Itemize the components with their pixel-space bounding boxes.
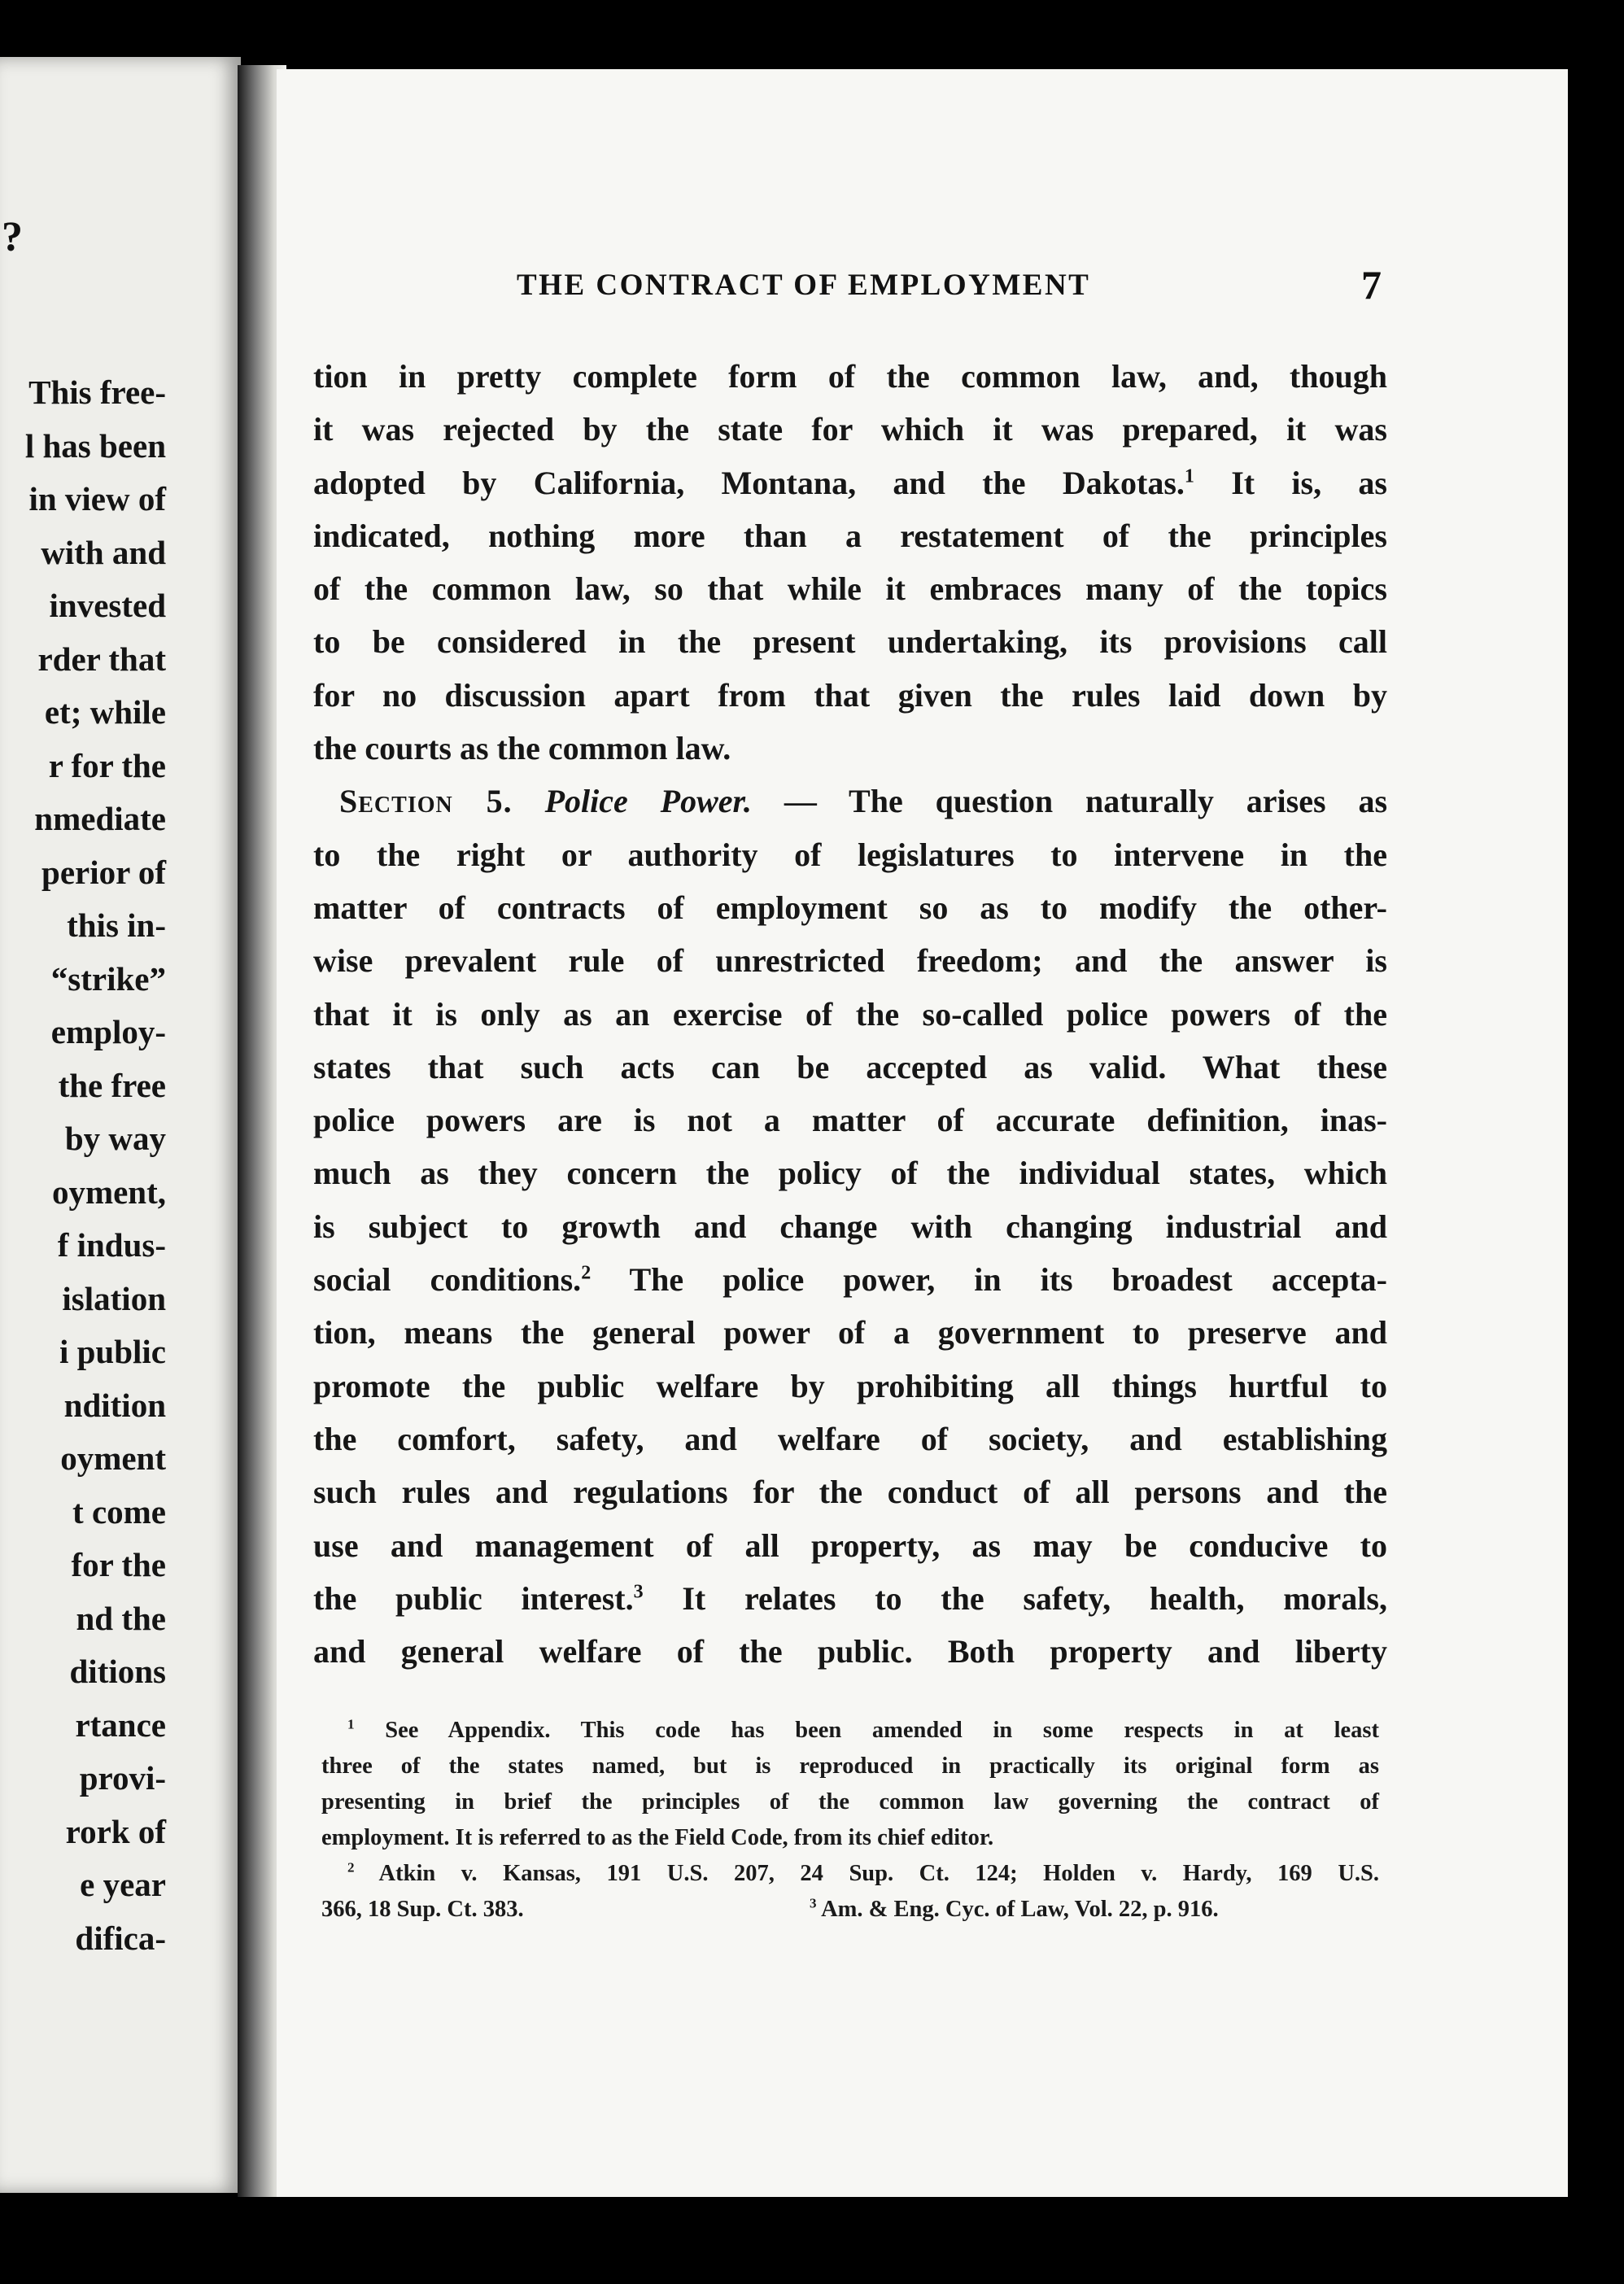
text-line: of the common law, so that while it embraces many of the topics	[313, 570, 1387, 608]
text-line: tion, means the general power of a government to preserve and	[313, 1314, 1387, 1352]
left-line: “strike”	[50, 959, 166, 998]
left-line: oyment	[60, 1439, 166, 1477]
text-line: that it is only as an exercise of the so-called police powers of the	[313, 995, 1387, 1033]
running-head	[277, 262, 1568, 317]
left-line: provi-	[79, 1759, 166, 1797]
text-line: tion in pretty complete form of the common law, and, though	[313, 358, 1387, 395]
footnote-ref: 3	[633, 1581, 644, 1603]
left-line: t come	[72, 1492, 166, 1531]
footnote-number: 1	[347, 1716, 355, 1732]
left-line: difica-	[75, 1919, 166, 1957]
left-line: with and	[41, 533, 166, 571]
text-line: matter of contracts of employment so as to modify the other-	[313, 889, 1387, 926]
footnote-ref: 2	[581, 1262, 592, 1284]
text-span: See Appendix. This code has been amended in some respects in at least	[354, 1718, 1379, 1743]
text-span: 366, 18 Sup. Ct. 383.	[321, 1897, 524, 1922]
left-line: islation	[62, 1279, 166, 1317]
body-text	[313, 350, 1387, 1678]
section-title: Police Power.	[544, 783, 752, 820]
scan-border-bottom	[0, 2197, 1624, 2284]
footnote-number: 2	[347, 1859, 355, 1876]
footnote-line: employment. It is referred to as the Field Code, from its chief editor.	[321, 1825, 994, 1850]
text-line: much as they concern the policy of the individual states, which	[313, 1155, 1387, 1192]
text-line: police powers are is not a matter of accurate definition, inas-	[313, 1102, 1387, 1139]
text-line: it was rejected by the state for which it was prepared, it was	[313, 411, 1387, 448]
left-line: nmediate	[34, 800, 166, 837]
section-heading-line	[313, 775, 1387, 828]
footnote-line: presenting in brief the principles of the common law governing the contract of	[321, 1789, 1379, 1815]
text-span: Am. & Eng. Cyc. of Law, Vol. 22, p. 916.	[816, 1897, 1219, 1922]
text-span: the public interest.	[313, 1579, 634, 1617]
text-span: The police power, in its broadest accepta-	[591, 1261, 1387, 1299]
footnote-3	[810, 1892, 1219, 1928]
footnote-line	[321, 1713, 1379, 1749]
left-line: rder that	[37, 640, 166, 678]
text-line	[313, 1572, 1387, 1625]
left-line: This free-	[28, 373, 166, 411]
left-line: ndition	[63, 1386, 166, 1424]
left-line: l has been	[24, 426, 166, 465]
text-line	[313, 1253, 1387, 1306]
right-page	[277, 69, 1568, 2205]
left-line: this in-	[67, 906, 166, 944]
running-title: THE CONTRACT OF EMPLOYMENT	[517, 269, 1091, 302]
left-line: ditions	[69, 1653, 166, 1690]
left-line: oyment,	[51, 1173, 166, 1211]
footnote-line	[321, 1892, 1379, 1928]
text-line	[313, 456, 1387, 509]
text-span: It relates to the safety, health, morals,	[643, 1579, 1387, 1617]
text-span: social conditions.	[313, 1261, 582, 1299]
page-number: 7	[1361, 262, 1382, 308]
left-line: e year	[80, 1866, 166, 1903]
text-line: the comfort, safety, and welfare of society, and establishing	[313, 1420, 1387, 1457]
left-line: rtance	[75, 1705, 166, 1744]
text-line: promote the public welfare by prohibiting all things hurtful to	[313, 1367, 1387, 1404]
left-line: by way	[64, 1120, 166, 1157]
text-line: indicated, nothing more than a restatement of the principles	[313, 517, 1387, 554]
footnote-number: 3	[810, 1895, 817, 1911]
left-line: in view of	[28, 480, 166, 518]
footnotes	[321, 1713, 1379, 1928]
left-line: r for the	[48, 746, 166, 784]
left-line: f indus-	[57, 1226, 166, 1264]
text-line: is subject to growth and change with changing industrial and	[313, 1208, 1387, 1245]
text-line: and general welfare of the public. Both property and liberty	[313, 1633, 1387, 1670]
left-line: perior of	[41, 853, 166, 891]
left-line: i public	[59, 1333, 166, 1370]
left-line: rork of	[65, 1812, 166, 1850]
text-span: — The question naturally arises as	[751, 783, 1388, 820]
left-page-text	[25, 366, 166, 1965]
footnote-line: three of the states named, but is reproduced in practically its original form as	[321, 1753, 1379, 1779]
text-line: use and management of all property, as may be conducive to	[313, 1526, 1387, 1564]
text-span: adopted by California, Montana, and the Dakotas.	[313, 464, 1185, 501]
footnote-ref: 1	[1184, 465, 1194, 487]
left-line: the free	[58, 1066, 166, 1104]
left-line: et; while	[44, 693, 166, 731]
text-line: such rules and regulations for the conduct of all persons and the	[313, 1474, 1387, 1511]
left-facing-page	[0, 57, 241, 2193]
text-line: wise prevalent rule of unrestricted freedom; and the answer is	[313, 942, 1387, 980]
left-line: nd the	[76, 1599, 166, 1637]
text-line: to be considered in the present undertaking, its provisions call	[313, 623, 1387, 661]
footnote-line	[321, 1856, 1379, 1892]
left-line: invested	[49, 587, 166, 624]
text-line: for no discussion apart from that given the rules laid down by	[313, 676, 1387, 714]
text-line: states that such acts can be accepted as valid. What these	[313, 1048, 1387, 1085]
text-span: It is, as	[1194, 464, 1387, 501]
text-line: the courts as the common law.	[313, 730, 731, 767]
left-line: employ-	[50, 1013, 166, 1050]
text-line: to the right or authority of legislatures to intervene in the	[313, 836, 1387, 873]
scan-border-right	[1568, 0, 1624, 2284]
left-page-marker: ?	[2, 214, 23, 260]
text-span: Atkin v. Kansas, 191 U.S. 207, 24 Sup. Ct. 124; Holden v. Hardy, 169 U.S.	[354, 1861, 1379, 1886]
left-line: for the	[71, 1546, 166, 1583]
section-label: Section 5.	[339, 783, 513, 820]
